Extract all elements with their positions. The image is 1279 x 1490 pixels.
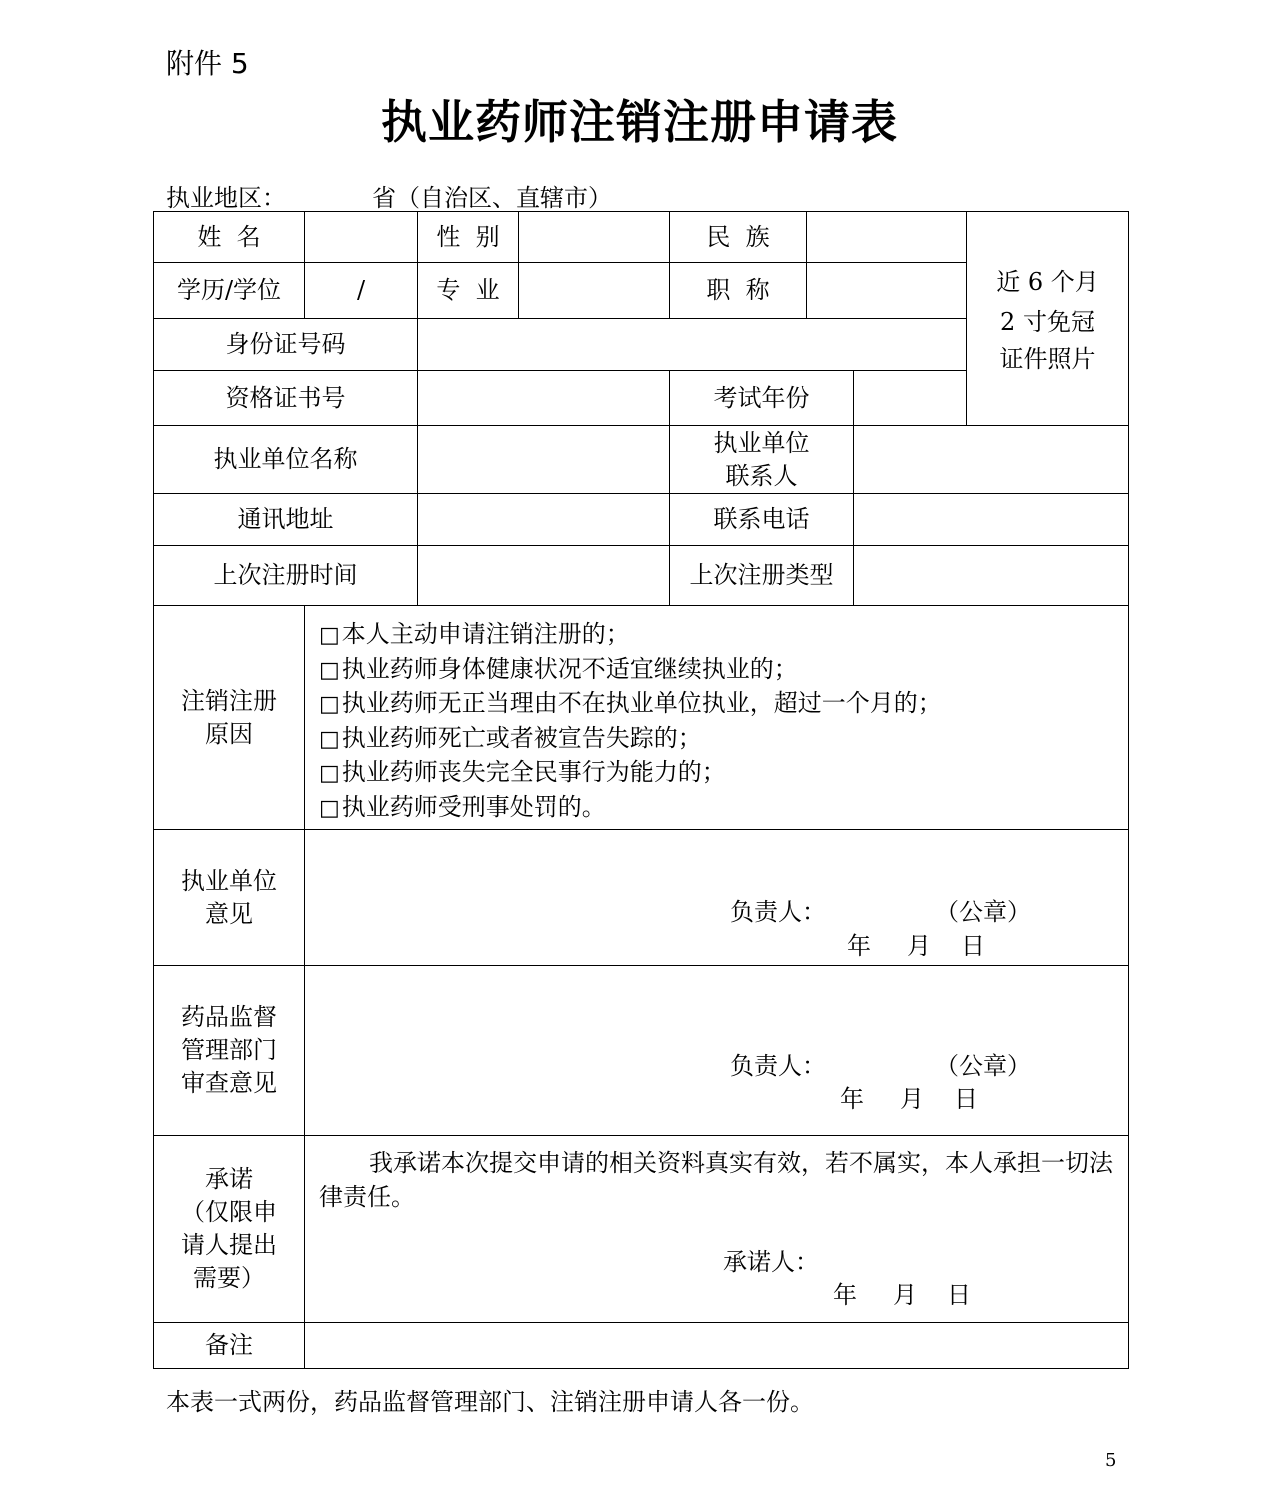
last-registration-type-label: 上次注册类型: [670, 546, 854, 606]
checkbox[interactable]: □: [319, 623, 340, 648]
reason-text: 执业药师死亡或者被宣告失踪的；: [341, 723, 702, 752]
gender-field[interactable]: [519, 212, 670, 263]
last-registration-time-field[interactable]: [418, 546, 670, 606]
ethnicity-field[interactable]: [807, 212, 967, 263]
photo-line-2: 2 寸免冠: [1000, 307, 1095, 336]
professional-title-field[interactable]: [807, 263, 967, 319]
pledge-text: 我承诺本次提交申请的相关资料真实有效，若不属实，本人承担一切法律责任。: [319, 1149, 1113, 1211]
application-form-table: [153, 211, 1129, 1369]
photo-area[interactable]: [967, 212, 1129, 426]
major-field[interactable]: [519, 263, 670, 319]
region-label: 执业地区：: [166, 184, 286, 212]
authority-responsible-label: 负责人：: [730, 1052, 826, 1080]
checkbox[interactable]: □: [319, 795, 340, 821]
reason-text: 本人主动申请注销注册的；: [341, 620, 630, 648]
unit-opinion-label: 执业单位 意见: [154, 830, 305, 966]
photo-line-1: 近 6 个月: [996, 267, 1099, 296]
exam-year-label: 考试年份: [670, 371, 854, 426]
phone-label: 联系电话: [670, 494, 854, 546]
address-field[interactable]: [418, 494, 670, 546]
pledge-date: 年 月 日: [833, 1281, 971, 1309]
authority-opinion-field[interactable]: [305, 966, 1129, 1136]
last-registration-time-label: 上次注册时间: [154, 546, 418, 606]
education-label: 学历/学位: [154, 263, 305, 319]
authority-opinion-label: 药品监督 管理部门 审查意见: [154, 966, 305, 1136]
exam-year-field[interactable]: [854, 371, 967, 426]
reason-text: 执业药师受刑事处罚的。: [341, 792, 606, 821]
certificate-number-field[interactable]: [418, 371, 670, 426]
education-field[interactable]: /: [305, 263, 418, 319]
checkbox[interactable]: □: [319, 692, 340, 717]
checkbox[interactable]: □: [319, 657, 340, 683]
phone-field[interactable]: [854, 494, 1129, 546]
pledge-field[interactable]: [305, 1136, 1129, 1323]
attachment-label: 附件 5: [166, 47, 249, 80]
reason-item: [319, 756, 1128, 791]
photo-line-3: 证件照片: [999, 344, 1096, 373]
certificate-number-label: 资格证书号: [154, 371, 418, 426]
name-label: 姓 名: [154, 212, 305, 263]
unit-contact-field[interactable]: [854, 426, 1129, 494]
authority-seal-label: （公章）: [935, 1052, 1031, 1080]
reason-item: [319, 687, 1128, 722]
checkbox[interactable]: □: [319, 761, 340, 786]
name-field[interactable]: [305, 212, 418, 263]
unit-name-field[interactable]: [418, 426, 670, 494]
page-number: 5: [1105, 1450, 1117, 1471]
checkbox[interactable]: □: [319, 726, 340, 752]
reason-item: [319, 653, 1128, 688]
gender-label: 性 别: [418, 212, 519, 263]
reason-text: 执业药师身体健康状况不适宜继续执业的；: [341, 654, 798, 683]
address-label: 通讯地址: [154, 494, 418, 546]
unit-name-label: 执业单位名称: [154, 426, 418, 494]
unit-contact-label: 执业单位 联系人: [670, 426, 854, 494]
pledge-label: 承诺 （仅限申 请人提出 需要）: [154, 1136, 305, 1323]
reason-item: [319, 722, 1128, 757]
authority-date: 年 月 日: [840, 1085, 978, 1113]
major-label: 专 业: [418, 263, 519, 319]
last-registration-type-field[interactable]: [854, 546, 1129, 606]
professional-title-label: 职 称: [670, 263, 807, 319]
unit-date: 年 月 日: [847, 932, 985, 960]
footer-note: 本表一式两份，药品监督管理部门、注销注册申请人各一份。: [166, 1388, 814, 1416]
reason-item: [319, 791, 1128, 826]
remarks-field[interactable]: [305, 1323, 1129, 1369]
unit-seal-label: （公章）: [935, 898, 1031, 926]
region-suffix: 省（自治区、直辖市）: [372, 184, 612, 212]
reason-text: 执业药师丧失完全民事行为能力的；: [341, 758, 726, 786]
unit-opinion-field[interactable]: [305, 830, 1129, 966]
id-number-field[interactable]: [418, 319, 967, 371]
ethnicity-label: 民 族: [670, 212, 807, 263]
reason-item: [319, 618, 1128, 653]
pledger-label: 承诺人：: [723, 1248, 819, 1276]
remarks-label: 备注: [154, 1323, 305, 1369]
form-title: 执业药师注销注册申请表: [381, 95, 898, 149]
cancellation-reason-label: 注销注册 原因: [154, 606, 305, 830]
unit-responsible-label: 负责人：: [730, 898, 826, 926]
reason-text: 执业药师无正当理由不在执业单位执业，超过一个月的；: [341, 689, 942, 717]
id-number-label: 身份证号码: [154, 319, 418, 371]
cancellation-reasons: [305, 606, 1129, 830]
